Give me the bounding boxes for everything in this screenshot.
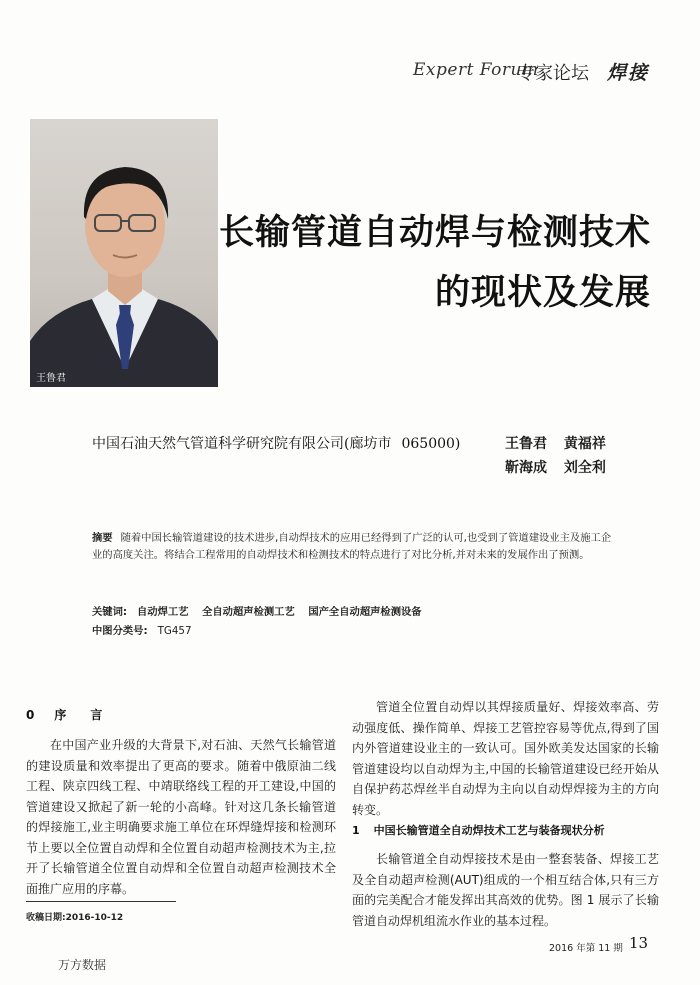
abstract bbox=[92, 530, 616, 564]
keywords bbox=[92, 603, 422, 618]
footnote-divider bbox=[26, 901, 176, 902]
received-date-footnote: 收稿日期:2016-10-12 bbox=[26, 913, 124, 923]
abstract-text: 随着中国长输管道建设的技术进步,自动焊技术的应用已经得到了广泛的认可,也受到了管道建设业主及施工企业的高度关注。将结合工程常用的自动焊技术和检测技术的特点进行了对比分析,并对未来的发展作出了预测。 bbox=[92, 532, 612, 561]
journal-seal-logo: 焊接 bbox=[607, 62, 650, 84]
classification-label: 中图分类号: bbox=[92, 625, 148, 637]
body-paragraph-left: 在中国产业升级的大背景下,对石油、天然气长输管道的建设质量和效率提出了更高的要求。随着中俄原油二线工程、陕京四线工程、中靖联络线工程的开工建设,中国的管道建设又掀起了新一轮的小高峰。针对这几条长输管道的焊接施工,业主明确要求施工单位在环焊缝焊接和检测环节上要以全位置自动焊和全位置自动超声检测技术为主,拉开了长输管道全位置自动焊和全位置自动超声检测技术全面推广应用的序幕。 bbox=[26, 738, 336, 896]
affiliation-postal: 065000) bbox=[401, 436, 461, 452]
page-number: 13 bbox=[629, 934, 649, 952]
affiliation bbox=[92, 433, 460, 453]
classification-value: TG457 bbox=[157, 625, 192, 637]
issue-label: 2016 年第 11 期 bbox=[549, 943, 623, 954]
forum-title-cn: 专家论坛 bbox=[517, 63, 589, 84]
authors-line1: 王鲁君 黄福祥 bbox=[505, 436, 606, 452]
keywords-value: 自动焊工艺 全自动超声检测工艺 国产全自动超声检测设备 bbox=[137, 606, 422, 618]
abstract-label: 摘要 bbox=[92, 532, 113, 544]
section-heading-intro bbox=[26, 706, 126, 723]
body-paragraph-right1: 管道全位置自动焊以其焊接质量好、焊接效率高、劳动强度低、操作简单、焊接工艺管控容易等优点,得到了国内外管道建设业主的一致认可。国外欧美发达国家的长输管道建设均以自动焊为主,中国的长输管道建设已经开始从自保护药芯焊丝半自动焊为主向以自动焊焊接为主的方向转变。 bbox=[352, 700, 659, 817]
body-paragraph-right2: 长输管道全自动焊接技术是由一整套装备、焊接工艺及全自动超声检测(AUT)组成的一个相互结合体,只有三方面的完美配合才能发挥出其高效的优势。图 1 展示了长输管道自动焊机组流水作业的基本过程。 bbox=[352, 852, 659, 928]
keywords-label: 关键词: bbox=[92, 606, 128, 618]
section-number: 1 bbox=[352, 824, 360, 837]
section-title: 序言 bbox=[54, 708, 127, 722]
section-number: 0 bbox=[26, 708, 35, 722]
forum-title-en: Expert Forum bbox=[413, 60, 539, 80]
classification bbox=[92, 622, 192, 637]
authors-line2: 靳海成 刘全利 bbox=[505, 460, 606, 476]
section-heading-1 bbox=[352, 822, 605, 838]
article-title-line2: 的现状及发展 bbox=[434, 273, 651, 313]
affiliation-text: 中国石油天然气管道科学研究院有限公司(廊坊市 bbox=[92, 436, 392, 452]
article-title-line1: 长输管道自动焊与检测技术 bbox=[218, 213, 651, 253]
photo-caption: 王鲁君 bbox=[36, 373, 66, 384]
section-title: 中国长输管道全自动焊技术工艺与装备现状分析 bbox=[373, 824, 605, 837]
database-watermark: 万方数据 bbox=[58, 958, 107, 972]
